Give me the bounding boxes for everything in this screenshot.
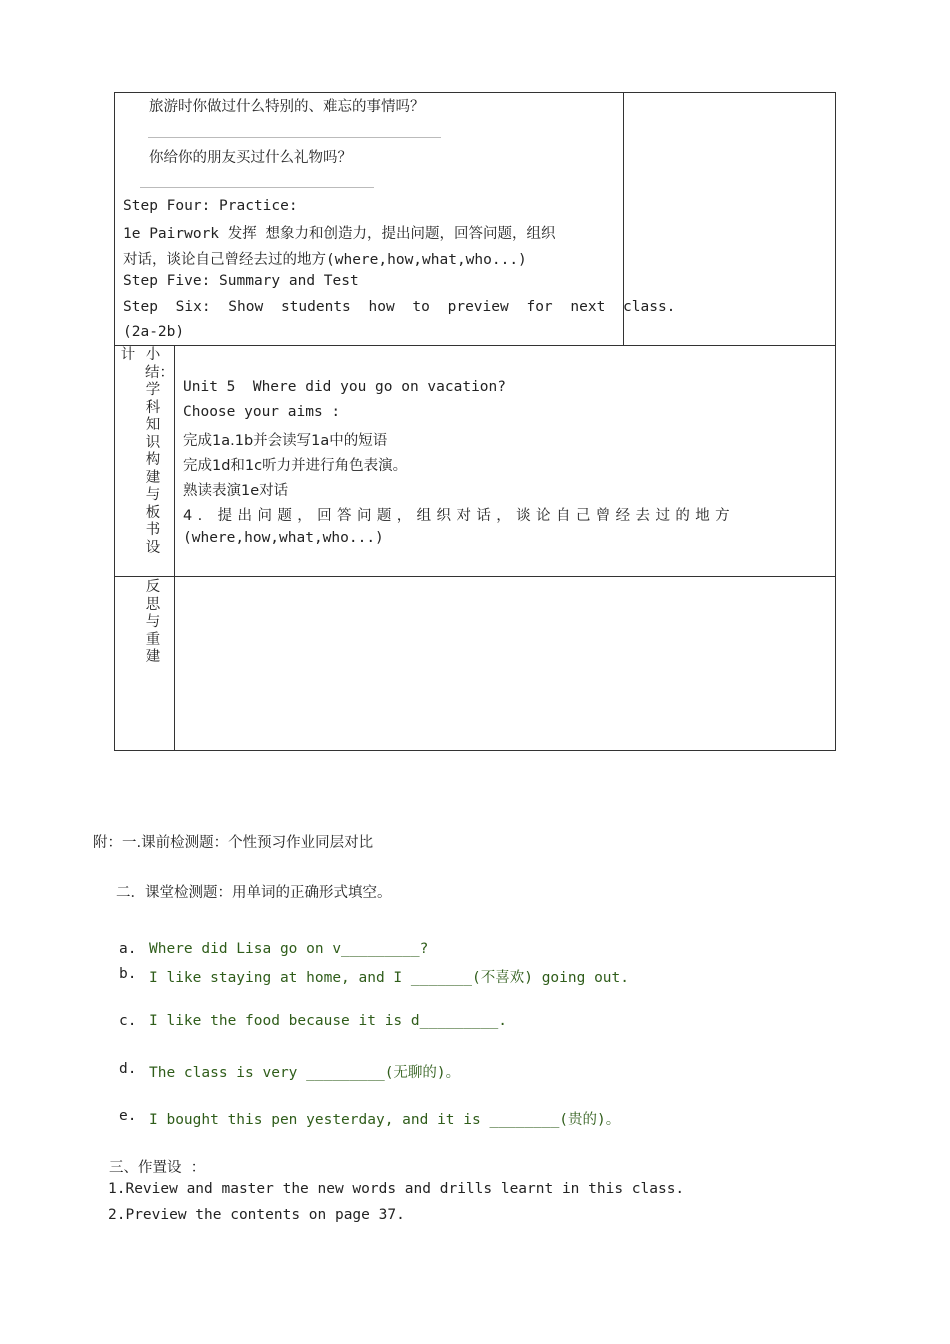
- step-four: Step Four: Practice:: [123, 198, 298, 214]
- item-d-text: The class is very _________(无聊的)。: [149, 1065, 461, 1081]
- item-a-text: Where did Lisa go on v_________?: [149, 941, 429, 957]
- answer-line-2: [140, 187, 374, 188]
- aims-heading: Choose your aims :: [183, 404, 341, 420]
- aim-1: 完成1a.1b并会读写1a中的短语: [183, 433, 388, 449]
- answer-line-1: [148, 137, 441, 138]
- item-e-letter: e.: [119, 1108, 137, 1124]
- item-e-text: I bought this pen yesterday, and it is ________(贵的)。: [149, 1112, 621, 1128]
- row3-content-cell: [174, 576, 836, 751]
- item-c-letter: c.: [119, 1013, 137, 1029]
- item-b-letter: b.: [119, 966, 137, 982]
- item-d-letter: d.: [119, 1061, 137, 1077]
- aim-3: 熟读表演1e对话: [183, 483, 289, 499]
- row3-label: 反思与重建: [145, 579, 161, 665]
- unit-title: Unit 5 Where did you go on vacation?: [183, 379, 507, 395]
- item-c-text: I like the food because it is d_________.: [149, 1013, 507, 1029]
- question-1: 旅游时你做过什么特别的、难忘的事情吗？: [149, 99, 425, 115]
- item-b-text: I like staying at home, and I _______(不喜欢) going out.: [149, 970, 629, 986]
- aim-4-line-2: (where,how,what,who...): [183, 530, 384, 546]
- step-six-line-1: Step Six: Show students how to preview for next class.: [123, 299, 676, 315]
- homework-1: 1.Review and master the new words and drills learnt in this class.: [108, 1181, 685, 1197]
- homework-2: 2.Preview the contents on page 37.: [108, 1207, 405, 1223]
- row2-label-left: 计: [120, 347, 136, 363]
- pairwork-line-1: 1e Pairwork 发挥 想象力和创造力，提出问题，回答问题，组织: [123, 226, 556, 242]
- item-a-letter: a.: [119, 941, 137, 957]
- section-3-title: 三、作置设 ：: [109, 1160, 206, 1176]
- question-2: 你给你的朋友买过什么礼物吗？: [149, 150, 352, 166]
- appendix-title: 附：一.课前检测题：个性预习作业同层对比: [93, 835, 374, 851]
- aim-4-line-1: 4. 提出问题，回答问题，组织对话，谈论自己曾经去过的地方: [183, 508, 736, 524]
- step-six-line-2: (2a-2b): [123, 324, 185, 340]
- pairwork-line-2: 对话，谈论自己曾经去过的地方(where,how,what,who...): [123, 252, 527, 268]
- row2-label-right: 小结：学科知识构建与板书设: [145, 347, 174, 556]
- aim-2: 完成1d和1c听力并进行角色表演。: [183, 458, 408, 474]
- step-five: Step Five: Summary and Test: [123, 273, 359, 289]
- section-2-title: 二．课堂检测题：用单词的正确形式填空。: [116, 885, 392, 901]
